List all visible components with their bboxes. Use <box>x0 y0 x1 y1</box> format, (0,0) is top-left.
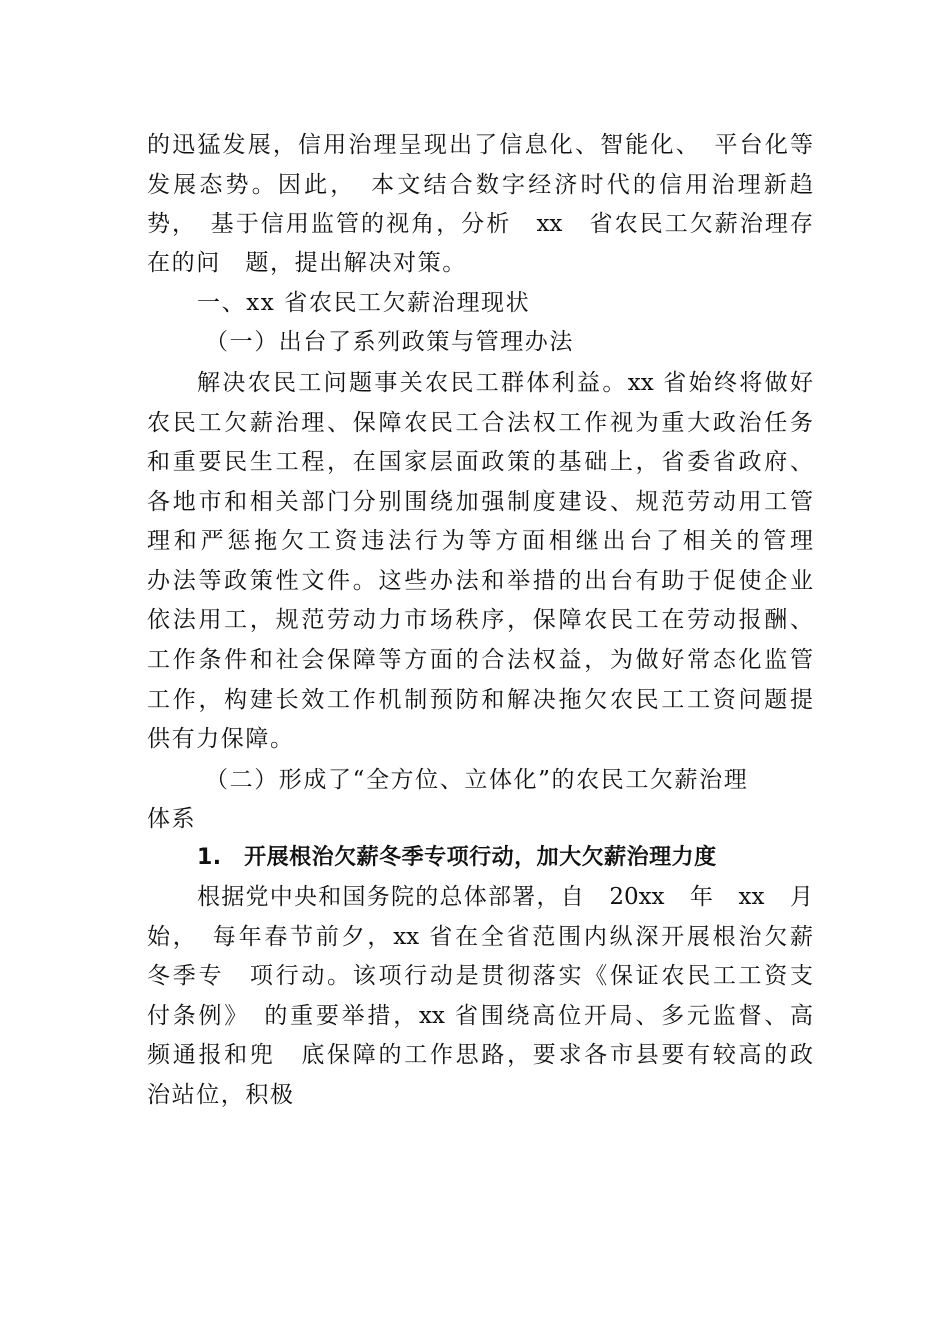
paragraph-1-line-6: 办法等政策性文件。这些办法和举措的出台有助于促使企业 <box>147 568 813 594</box>
intro-line-3: 势， 基于信用监管的视角，分析 xx 省农民工欠薪治理存 <box>147 211 813 237</box>
paragraph-1-line-4: 各地市和相关部门分别围绕加强制度建设、规范劳动用工管 <box>147 489 813 515</box>
paragraph-1-line-1: 解决农民工问题事关农民工群体利益。xx 省始终将做好 <box>197 370 813 396</box>
paragraph-1-line-8: 工作条件和社会保障等方面的合法权益，为做好常态化监管 <box>147 647 813 673</box>
paragraph-2-line-1: 根据党中央和国务院的总体部署，自 20xx 年 xx 月 <box>197 884 813 910</box>
paragraph-1-line-5: 理和严惩拖欠工资违法行为等方面相继出台了相关的管理 <box>147 528 813 554</box>
paragraph-2-line-5: 频通报和兜 底保障的工作思路，要求各市县要有较高的政 <box>147 1042 813 1068</box>
paragraph-1-line-9: 工作，构建长效工作机制预防和解决拖欠农民工工资问题提 <box>147 687 813 713</box>
paragraph-2-line-4: 付条例》 的重要举措，xx 省围绕高位开局、多元监督、高 <box>147 1003 813 1029</box>
subsection-2-heading-line-2: 体系 <box>147 806 197 832</box>
paragraph-2-line-2: 始， 每年春节前夕，xx 省在全省范围内纵深开展根治欠薪 <box>147 924 813 950</box>
intro-line-4: 在的问 题，提出解决对策。 <box>147 250 467 276</box>
intro-line-1: 的迅猛发展，信用治理呈现出了信息化、智能化、 平台化等 <box>147 132 813 158</box>
intro-line-2: 发展态势。因此， 本文结合数字经济时代的信用治理新趋 <box>147 172 813 198</box>
paragraph-2-line-3: 冬季专 项行动。该项行动是贯彻落实《保证农民工工资支 <box>147 963 813 989</box>
subsection-2-heading-line-1: （二）形成了“全方位、立体化”的农民工欠薪治理 <box>205 767 749 793</box>
paragraph-1-line-2: 农民工欠薪治理、保障农民工合法权工作视为重大政治任务 <box>147 410 813 436</box>
paragraph-2-line-6: 治站位，积极 <box>147 1082 295 1108</box>
paragraph-1-line-10: 供有力保障。 <box>147 726 295 752</box>
paragraph-1-line-7: 依法用工，规范劳动力市场秩序，保障农民工在劳动报酬、 <box>147 607 813 633</box>
item-1-heading: 1. 开展根治欠薪冬季专项行动，加大欠薪治理力度 <box>197 845 717 870</box>
subsection-1-heading: （一）出台了系列政策与管理办法 <box>205 329 574 355</box>
section-1-heading: 一、xx 省农民工欠薪治理现状 <box>197 290 531 316</box>
paragraph-1-line-3: 和重要民生工程，在国家层面政策的基础上，省委省政府、 <box>147 449 813 475</box>
